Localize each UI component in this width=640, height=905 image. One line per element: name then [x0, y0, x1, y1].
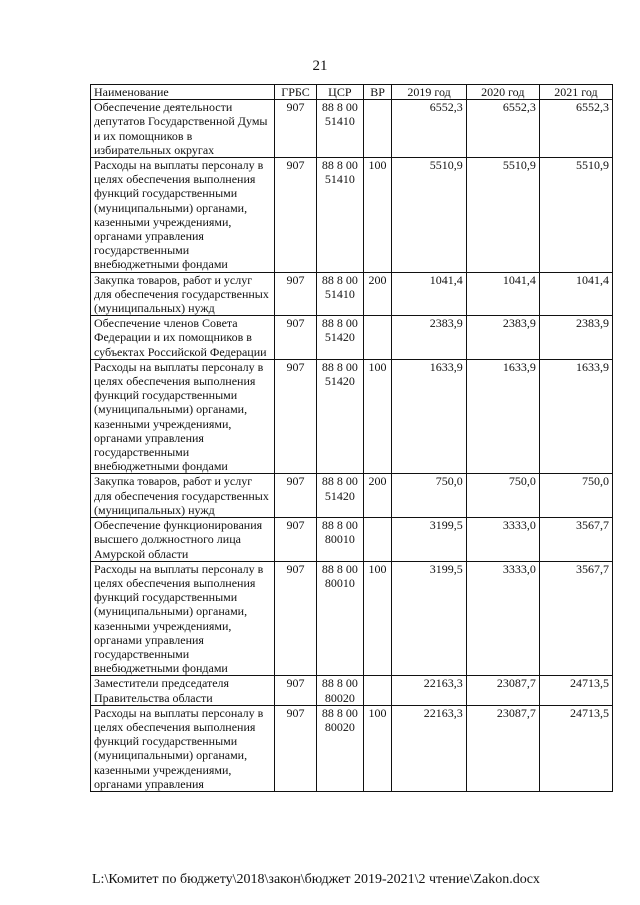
- cell-csr: 88 8 00 51420: [317, 359, 364, 474]
- cell-2021: 2383,9: [539, 316, 612, 360]
- table-row: [91, 474, 613, 518]
- cell-2019: 6552,3: [392, 100, 466, 158]
- table-row: [91, 100, 613, 158]
- cell-vr: 100: [363, 359, 392, 474]
- header-2021: 2021 год: [539, 85, 612, 100]
- header-grbs: ГРБС: [274, 85, 316, 100]
- cell-vr: [363, 676, 392, 705]
- footer-file-path: L:\Комитет по бюджету\2018\закон\бюджет 2019-2021\2 чтение\Zakon.docx: [92, 872, 540, 887]
- cell-csr: 88 8 00 80010: [317, 561, 364, 676]
- cell-2019: 3199,5: [392, 561, 466, 676]
- header-2020: 2020 год: [466, 85, 539, 100]
- cell-2020: 5510,9: [466, 158, 539, 273]
- cell-2021: 3567,7: [539, 561, 612, 676]
- cell-2020: 3333,0: [466, 561, 539, 676]
- cell-name: Закупка товаров, работ и услуг для обеспечения государственных (муниципальных) нужд: [91, 474, 275, 518]
- cell-2020: 23087,7: [466, 705, 539, 791]
- cell-vr: 100: [363, 561, 392, 676]
- cell-2020: 3333,0: [466, 518, 539, 562]
- cell-csr: 88 8 00 51410: [317, 158, 364, 273]
- cell-2020: 2383,9: [466, 316, 539, 360]
- table-row: [91, 158, 613, 273]
- cell-grbs: 907: [274, 561, 316, 676]
- cell-2021: 750,0: [539, 474, 612, 518]
- table-header-row: [91, 85, 613, 100]
- cell-name: Заместители председателя Правительства области: [91, 676, 275, 705]
- cell-vr: 100: [363, 158, 392, 273]
- cell-name: Обеспечение членов Совета Федерации и их помощников в субъектах Российской Федерации: [91, 316, 275, 360]
- cell-csr: 88 8 00 80020: [317, 705, 364, 791]
- cell-2019: 5510,9: [392, 158, 466, 273]
- header-name: Наименование: [91, 85, 275, 100]
- cell-vr: 100: [363, 705, 392, 791]
- cell-grbs: 907: [274, 158, 316, 273]
- cell-name: Расходы на выплаты персоналу в целях обеспечения выполнения функций государственными (муниципальными) органами, казенными учреждениями, органами управления государственными внебюджетными фондами: [91, 561, 275, 676]
- page-number: 21: [312, 58, 328, 74]
- cell-2019: 1633,9: [392, 359, 466, 474]
- header-vr: ВР: [363, 85, 392, 100]
- cell-2021: 6552,3: [539, 100, 612, 158]
- cell-name: Обеспечение функционирования высшего должностного лица Амурской области: [91, 518, 275, 562]
- cell-grbs: 907: [274, 518, 316, 562]
- table-row: [91, 359, 613, 474]
- cell-vr: 200: [363, 474, 392, 518]
- table-body: [91, 100, 613, 792]
- table-row: [91, 316, 613, 360]
- cell-grbs: 907: [274, 474, 316, 518]
- cell-2019: 750,0: [392, 474, 466, 518]
- cell-name: Расходы на выплаты персоналу в целях обеспечения выполнения функций государственными (муниципальными) органами, казенными учреждениями, органами управления: [91, 705, 275, 791]
- table-row: [91, 705, 613, 791]
- table-row: [91, 561, 613, 676]
- cell-2019: 3199,5: [392, 518, 466, 562]
- cell-2020: 1633,9: [466, 359, 539, 474]
- cell-2019: 2383,9: [392, 316, 466, 360]
- cell-csr: 88 8 00 51420: [317, 474, 364, 518]
- cell-2019: 1041,4: [392, 272, 466, 316]
- cell-grbs: 907: [274, 676, 316, 705]
- table-row: [91, 676, 613, 705]
- cell-2020: 6552,3: [466, 100, 539, 158]
- header-csr: ЦСР: [317, 85, 364, 100]
- cell-name: Расходы на выплаты персоналу в целях обеспечения выполнения функций государственными (муниципальными) органами, казенными учреждениями, органами управления государственными внебюджетными фондами: [91, 158, 275, 273]
- cell-grbs: 907: [274, 705, 316, 791]
- cell-csr: 88 8 00 51410: [317, 272, 364, 316]
- cell-2021: 3567,7: [539, 518, 612, 562]
- cell-2019: 22163,3: [392, 676, 466, 705]
- cell-vr: 200: [363, 272, 392, 316]
- cell-2021: 24713,5: [539, 676, 612, 705]
- cell-2020: 750,0: [466, 474, 539, 518]
- cell-csr: 88 8 00 80020: [317, 676, 364, 705]
- cell-vr: [363, 518, 392, 562]
- table-row: [91, 272, 613, 316]
- cell-2021: 5510,9: [539, 158, 612, 273]
- cell-csr: 88 8 00 51420: [317, 316, 364, 360]
- cell-2021: 24713,5: [539, 705, 612, 791]
- cell-csr: 88 8 00 51410: [317, 100, 364, 158]
- cell-grbs: 907: [274, 100, 316, 158]
- cell-name: Расходы на выплаты персоналу в целях обеспечения выполнения функций государственными (муниципальными) органами, казенными учреждениями, органами управления государственными внебюджетными фондами: [91, 359, 275, 474]
- table-row: [91, 518, 613, 562]
- cell-grbs: 907: [274, 359, 316, 474]
- cell-2019: 22163,3: [392, 705, 466, 791]
- cell-grbs: 907: [274, 316, 316, 360]
- cell-2021: 1633,9: [539, 359, 612, 474]
- cell-vr: [363, 100, 392, 158]
- cell-grbs: 907: [274, 272, 316, 316]
- cell-2021: 1041,4: [539, 272, 612, 316]
- cell-name: Обеспечение деятельности депутатов Государственной Думы и их помощников в избирательных округах: [91, 100, 275, 158]
- cell-vr: [363, 316, 392, 360]
- header-2019: 2019 год: [392, 85, 466, 100]
- budget-table: [90, 84, 613, 792]
- cell-csr: 88 8 00 80010: [317, 518, 364, 562]
- cell-2020: 1041,4: [466, 272, 539, 316]
- cell-2020: 23087,7: [466, 676, 539, 705]
- cell-name: Закупка товаров, работ и услуг для обеспечения государственных (муниципальных) нужд: [91, 272, 275, 316]
